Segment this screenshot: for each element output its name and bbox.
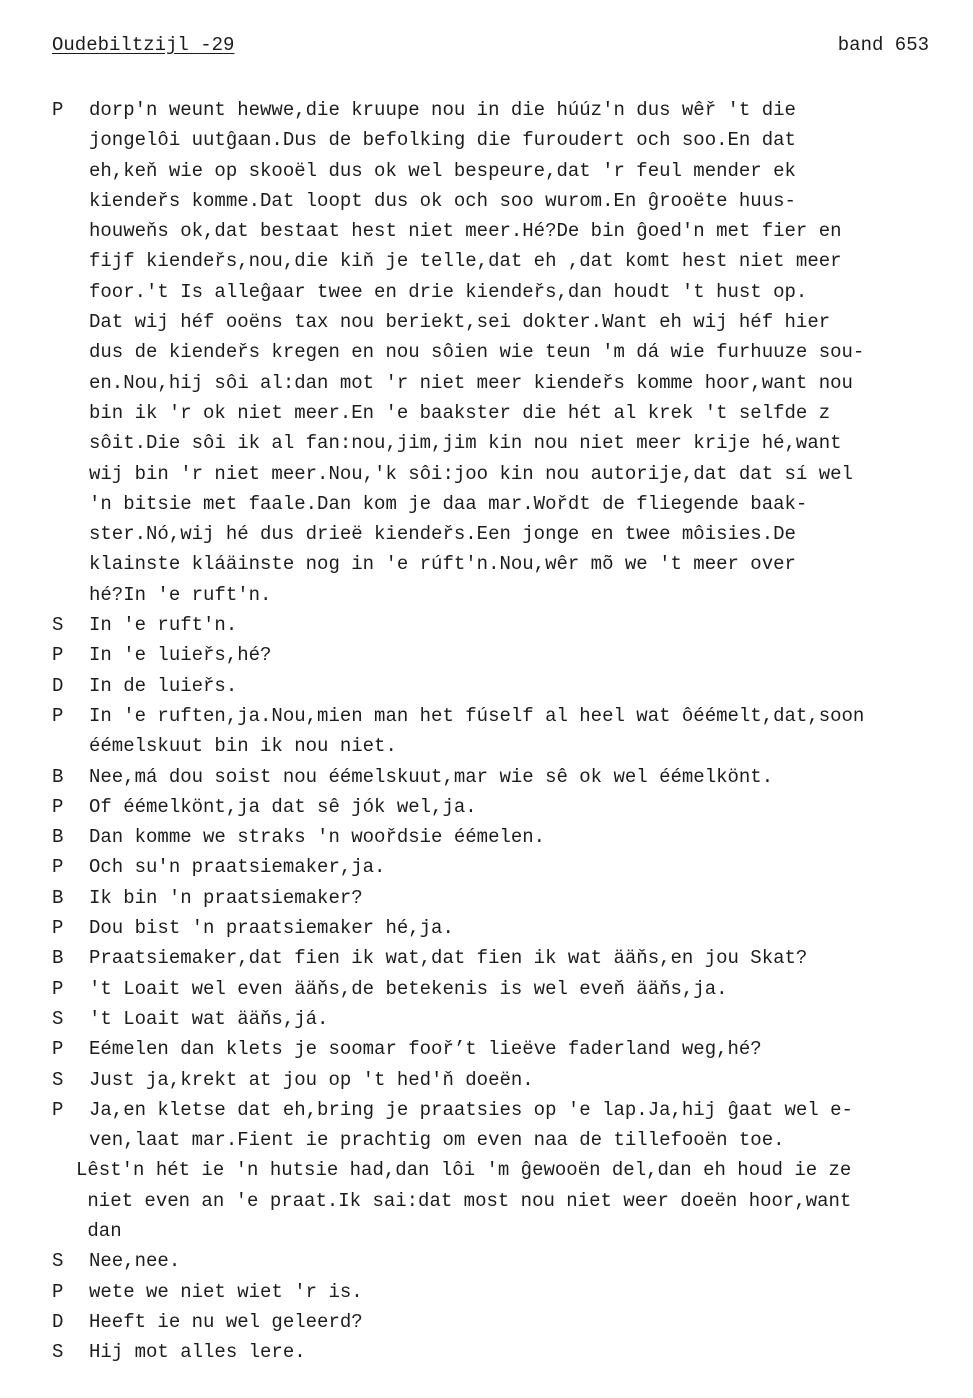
utterance-line: In de luieřs.: [89, 674, 238, 697]
utterance-line: dorp'n weunt hewwe,die kruupe nou in die húúz'n dus wêř 't die: [89, 99, 796, 121]
utterance-line: klainste kláäinste nog in 'e rúft'n.Nou,wêr mõ we 't meer over: [89, 553, 796, 576]
utterance-line: Dan komme we straks 'n woořdsie éémelen.: [89, 826, 546, 849]
speaker-label: S: [52, 1341, 64, 1364]
transcript-turn: [52, 1065, 942, 1095]
utterance-line: foor.'t Is alleĝaar twee en drie kiendeřs,dan houdt 't hust op.: [89, 280, 808, 303]
utterance-line: Just ja,krekt at jou op 't hed'ň doeën.: [89, 1068, 534, 1091]
utterance-line: Heeft ie nu wel geleerd?: [89, 1310, 363, 1333]
speaker-label: S: [52, 1250, 64, 1273]
utterance: [89, 762, 942, 792]
speaker-label: P: [52, 917, 64, 940]
utterance-line: Dou bist 'n praatsiemaker hé,ja.: [89, 917, 454, 940]
utterance-line: fijf kiendeřs,nou,die kiň je telle,dat eh ,dat komt hest niet meer: [89, 250, 842, 273]
utterance: [89, 95, 942, 610]
utterance-continuation-line: dan: [76, 1219, 122, 1242]
transcript-turn: [52, 762, 942, 792]
utterance-line: Ik bin 'n praatsiemaker?: [89, 886, 363, 909]
page-header-right: band 653: [837, 34, 929, 56]
utterance-line: sôit.Die sôi ik al fan:nou,jim,jim kin nou niet meer krije hé,want: [89, 432, 842, 455]
utterance: [89, 852, 942, 882]
utterance-line: Nee,nee.: [89, 1250, 181, 1273]
utterance: [89, 1337, 942, 1367]
utterance-line: ven,laat mar.Fient ie prachtig om even naa de tillefooën toe.: [89, 1129, 785, 1152]
speaker-label: B: [52, 886, 64, 909]
transcript-turn: [52, 792, 942, 822]
utterance-line: Och su'n praatsiemaker,ja.: [89, 856, 386, 879]
speaker-label: B: [52, 765, 64, 788]
transcript-turn: [52, 701, 942, 762]
speaker-label: S: [52, 614, 64, 637]
speaker-label: P: [52, 1280, 64, 1303]
transcript-turn: [52, 671, 942, 701]
utterance-line: houweňs ok,dat bestaat hest niet meer.Hé?De bin ĝoed'n met fier en: [89, 220, 842, 243]
utterance-line: éémelskuut bin ik nou niet.: [89, 735, 397, 758]
transcript-turn: [52, 1095, 942, 1156]
speaker-label: B: [52, 826, 64, 849]
transcript-turn: [52, 1246, 942, 1276]
utterance-line: wij bin 'r niet meer.Nou,'k sôi:joo kin nou autorije,dat dat sí wel: [89, 462, 853, 485]
transcript-turn: [52, 943, 942, 973]
speaker-label: P: [52, 1098, 64, 1121]
transcript-turn: [52, 1034, 942, 1064]
utterance-line: jongelôi uutĝaan.Dus de befolking die furoudert och soo.En dat: [89, 129, 796, 152]
transcript-turn: [52, 1004, 942, 1034]
speaker-label: P: [52, 795, 64, 818]
utterance-line: kiendeřs komme.Dat loopt dus ok och soo wurom.En ĝrooëte huus-: [89, 189, 796, 212]
utterance: [89, 1065, 942, 1095]
utterance-line: en.Nou,hij sôi al:dan mot 'r niet meer kiendeřs komme hoor,want nou: [89, 371, 853, 394]
transcript-turn: [52, 883, 942, 913]
utterance-line: Ja,en kletse dat eh,bring je praatsies op 'e lap.Ja,hij ĝaat wel e-: [89, 1098, 853, 1121]
transcript-turn: [52, 1307, 942, 1337]
utterance: [89, 1277, 942, 1307]
utterance: [89, 701, 942, 762]
speaker-label: P: [52, 99, 64, 121]
utterance-line: dus de kiendeřs kregen en nou sôien wie teun 'm dá wie furhuuze sou-: [89, 341, 865, 364]
utterance-line: In 'e ruft'n.: [89, 614, 238, 637]
utterance-continuation-line: Lêst'n hét ie 'n hutsie had,dan lôi 'm ĝewooën del,dan eh houd ie ze: [76, 1159, 852, 1182]
utterance-line: hé?In 'e ruft'n.: [89, 583, 272, 606]
utterance-line: 't Loait wat ääňs,já.: [89, 1007, 329, 1030]
utterance-line: Eémelen dan klets je soomar fooř’t lieëve faderland weg,hé?: [89, 1038, 762, 1061]
utterance: [89, 1307, 942, 1337]
speaker-label: S: [52, 1068, 64, 1091]
transcript-turn: [52, 1277, 942, 1307]
utterance-continuation-line: niet even an 'e praat.Ik sai:dat most nou niet weer doeën hoor,want: [76, 1189, 852, 1212]
speaker-label: D: [52, 1310, 64, 1333]
transcript: [52, 95, 942, 1367]
utterance-line: Hij mot alles lere.: [89, 1341, 306, 1364]
utterance-line: In 'e ruften,ja.Nou,mien man het fúself al heel wat ôéémelt,dat,soon: [89, 704, 865, 727]
utterance: [89, 671, 942, 701]
utterance-line: 't Loait wel even ääňs,de betekenis is wel eveň ääňs,ja.: [89, 977, 728, 1000]
utterance-line: Of éémelkönt,ja dat sê jók wel,ja.: [89, 795, 477, 818]
transcript-turn: [52, 610, 942, 640]
utterance: [89, 1034, 942, 1064]
utterance-line: Praatsiemaker,dat fien ik wat,dat fien ik wat ääňs,en jou Skat?: [89, 947, 808, 970]
utterance-line: wete we niet wiet 'r is.: [89, 1280, 363, 1303]
speaker-label: P: [52, 1038, 64, 1061]
utterance: [89, 610, 942, 640]
utterance-line: In 'e luieřs,hé?: [89, 644, 272, 667]
utterance-line: 'n bitsie met faale.Dan kom je daa mar.Wořdt de fliegende baak-: [89, 492, 808, 515]
speaker-label: D: [52, 674, 64, 697]
utterance: [89, 943, 942, 973]
transcript-turn: [52, 95, 942, 610]
utterance-line: Nee,má dou soist nou éémelskuut,mar wie sê ok wel éémelkönt.: [89, 765, 774, 788]
speaker-label: P: [52, 977, 64, 1000]
speaker-label: B: [52, 947, 64, 970]
speaker-label: P: [52, 856, 64, 879]
transcript-turn: [52, 1337, 942, 1367]
utterance-line: bin ik 'r ok niet meer.En 'e baakster die hét al krek 't selfde z: [89, 401, 831, 424]
utterance: [89, 883, 942, 913]
transcript-turn: [52, 913, 942, 943]
utterance: [89, 1004, 942, 1034]
speaker-label: S: [52, 1007, 64, 1030]
utterance-line: ster.Nó,wij hé dus drieë kiendeřs.Een jonge en twee môisies.De: [89, 523, 796, 546]
utterance: [89, 1246, 942, 1276]
page-header-left: Oudebiltzijl -29: [52, 34, 235, 56]
utterance: [89, 913, 942, 943]
speaker-label: P: [52, 644, 64, 667]
transcript-turn: [52, 974, 942, 1004]
utterance: [89, 822, 942, 852]
utterance-line: eh,keň wie op skooël dus ok wel bespeure,dat 'r feul mender ek: [89, 159, 796, 182]
utterance-line: Dat wij héf ooëns tax nou beriekt,sei dokter.Want eh wij héf hier: [89, 311, 831, 334]
utterance: [89, 792, 942, 822]
utterance: [89, 1095, 942, 1156]
transcript-turn: [52, 852, 942, 882]
transcript-turn: [52, 640, 942, 670]
utterance: [89, 640, 942, 670]
speaker-label: P: [52, 704, 64, 727]
transcript-turn: [52, 822, 942, 852]
utterance: [89, 974, 942, 1004]
